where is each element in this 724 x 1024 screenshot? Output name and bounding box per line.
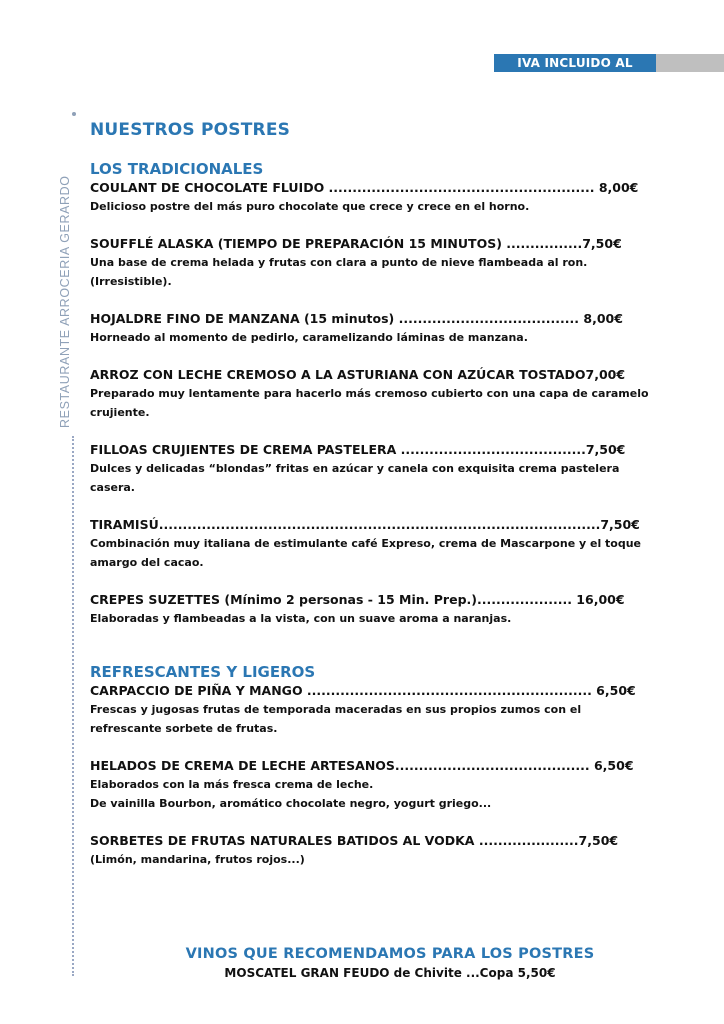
- menu-item-title-price: FILLOAS CRUJIENTES DE CREMA PASTELERA .......................................7,50€: [90, 442, 626, 457]
- menu-item-description: Una base de crema helada y frutas con clara a punto de nieve flambeada al ron. (Irresistible).: [90, 256, 588, 288]
- sidebar-brand: [56, 122, 76, 428]
- iva-label: IVA INCLUIDO AL: [494, 54, 656, 72]
- menu-item: [90, 516, 655, 572]
- menu-item: [90, 235, 655, 291]
- menu-item-title-price: COULANT DE CHOCOLATE FLUIDO ........................................................ 8,00€: [90, 180, 639, 195]
- menu-item-title-price: TIRAMISÚ.............................................................................................7,50€: [90, 517, 640, 532]
- menu-item-title-price: SORBETES DE FRUTAS NATURALES BATIDOS AL VODKA .....................7,50€: [90, 833, 619, 848]
- menu-item: [90, 179, 655, 216]
- section-title: LOS TRADICIONALES: [90, 160, 264, 178]
- sidebar-dot: [72, 112, 76, 116]
- menu-item: [90, 366, 655, 422]
- menu-item-title-price: CREPES SUZETTES (Mínimo 2 personas - 15 Min. Prep.).................... 16,00€: [90, 592, 625, 607]
- menu-item: [90, 310, 655, 347]
- menu-item-description: Horneado al momento de pedirlo, caramelizando láminas de manzana.: [90, 331, 528, 344]
- menu-item-description: (Limón, mandarina, frutos rojos...): [90, 853, 305, 866]
- iva-bar: [494, 54, 724, 72]
- menu-item: [90, 591, 655, 628]
- menu-item-description: Preparado muy lentamente para hacerlo más cremoso cubierto con una capa de caramelo crujiente.: [90, 387, 649, 419]
- wine-line: MOSCATEL GRAN FEUDO de Chivite ...Copa 5,50€: [224, 966, 556, 980]
- section-title: REFRESCANTES Y LIGEROS: [90, 663, 316, 681]
- menu-item-title-price: CARPACCIO DE PIÑA Y MANGO ............................................................ 6,50€: [90, 683, 636, 698]
- menu-item-description: Delicioso postre del más puro chocolate que crece y crece en el horno.: [90, 200, 530, 213]
- menu-sections: [90, 160, 655, 869]
- menu-content: [90, 120, 655, 888]
- section-gap: [90, 647, 655, 663]
- menu-item-description: Combinación muy italiana de estimulante café Expreso, crema de Mascarpone y el toque amargo del cacao.: [90, 537, 642, 569]
- menu-title: NUESTROS POSTRES: [90, 120, 291, 140]
- menu-item-description: Elaboradas y flambeadas a la vista, con un suave aroma a naranjas.: [90, 612, 512, 625]
- menu-item-title-price: SOUFFLÉ ALASKA (TIEMPO DE PREPARACIÓN 15 MINUTOS) ................7,50€: [90, 236, 622, 251]
- menu-item-title-price: HOJALDRE FINO DE MANZANA (15 minutos) ...................................... 8,00€: [90, 311, 623, 326]
- wine-title: VINOS QUE RECOMENDAMOS PARA LOS POSTRES: [185, 946, 595, 962]
- menu-item-title-price: ARROZ CON LECHE CREMOSO A LA ASTURIANA CON AZÚCAR TOSTADO7,00€: [90, 367, 626, 382]
- menu-item: [90, 682, 655, 738]
- menu-item-description: Elaborados con la más fresca crema de leche. De vainilla Bourbon, aromático chocolate negro, yogurt griego...: [90, 778, 492, 810]
- restaurant-name: RESTAURANTE ARROCERIA GERARDO: [58, 175, 72, 428]
- menu-item-description: Frescas y jugosas frutas de temporada maceradas en sus propios zumos con el refrescante sorbete de frutas.: [90, 703, 582, 735]
- menu-item-title-price: HELADOS DE CREMA DE LECHE ARTESANOS......................................... 6,50€: [90, 758, 634, 773]
- menu-item-description: Dulces y delicadas “blondas” fritas en azúcar y canela con exquisita crema pastelera casera.: [90, 462, 620, 494]
- menu-item: [90, 441, 655, 497]
- menu-item: [90, 757, 655, 813]
- sidebar-dotted-rule: [72, 436, 74, 976]
- menu-item: [90, 832, 655, 869]
- wine-recommendation: [90, 944, 690, 982]
